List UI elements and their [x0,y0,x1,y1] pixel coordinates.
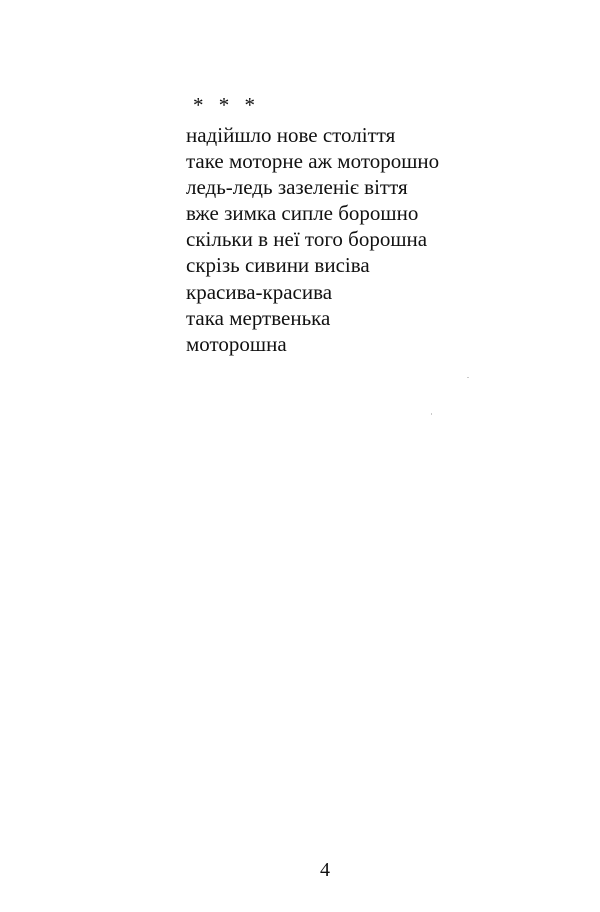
section-separator: * * * [193,93,260,117]
poem-line: моторошна [186,331,287,356]
poem-lines [186,122,516,357]
poem-line: вже зимка сипле борошно [186,201,419,226]
poem-line: ледь-ледь зазеленіє віття [186,175,408,200]
poem-line: надійшло нове століття [186,123,396,147]
scan-speck [431,413,432,415]
poem-line: така мертвенька [186,305,331,330]
scan-speck [467,377,469,378]
poem-line: скрізь сивини висіва [186,253,370,278]
poem-line: красива-красива [186,279,333,304]
page-number: 4 [320,859,330,881]
poem-line: таке моторне аж моторошно [186,149,440,174]
poem-line: скільки в неї того борошна [186,227,428,252]
poem [186,92,516,357]
